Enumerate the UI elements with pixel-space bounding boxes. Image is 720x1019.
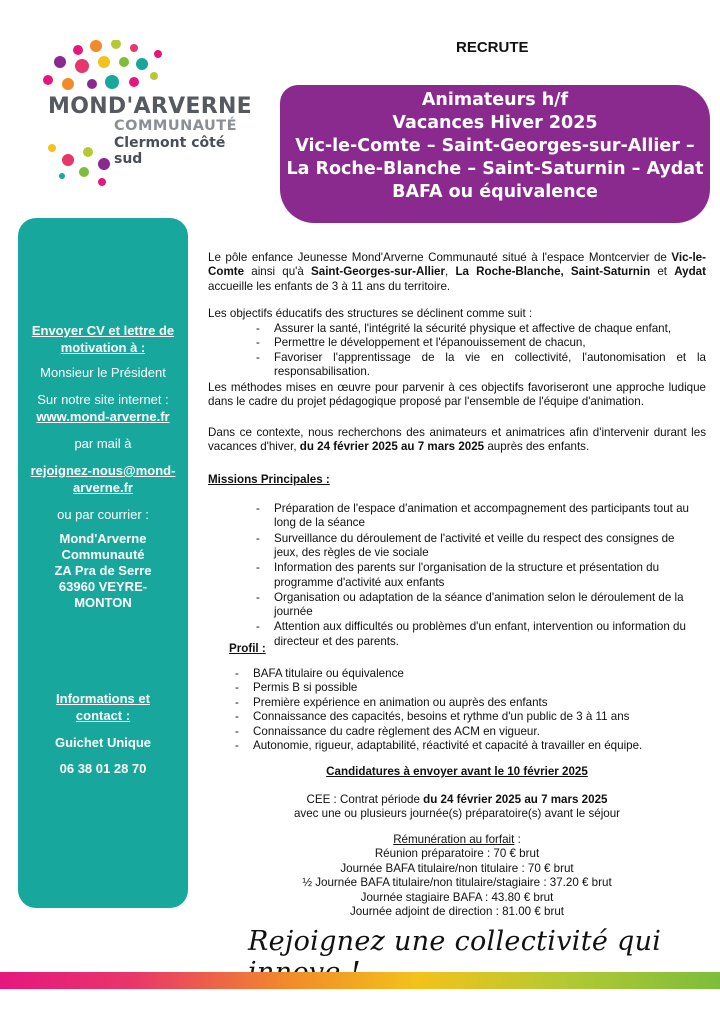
list-item: - Organisation ou adaptation de la séance d'animation selon le déroulement de la journée xyxy=(274,591,694,620)
pay-line: Journée adjoint de direction : 81.00 € brut xyxy=(350,905,564,919)
slogan: Rejoignez une collectivité qui xyxy=(248,926,662,957)
town-name: Vic-le-Comte xyxy=(208,251,706,279)
text-span: accueille les enfants de 3 à 11 ans du territoire. xyxy=(208,279,451,293)
text-span: et xyxy=(650,265,675,279)
list-item: - BAFA titulaire ou équivalence xyxy=(253,667,705,681)
list-item: - Permis B si possible xyxy=(253,681,705,695)
list-item: - Favoriser l'apprentissage de la vie en collectivité, l'autonomisation et la responsabilisation. xyxy=(274,351,706,380)
address-line: Communauté xyxy=(61,547,145,562)
text-span: : xyxy=(514,833,521,846)
banner-line: La Roche-Blanche – Saint-Saturnin – Aydat xyxy=(286,159,704,179)
text-span: , xyxy=(445,265,456,279)
logo xyxy=(38,40,258,190)
list-item: - Connaissance du cadre règlement des ACM en vigueur. xyxy=(253,725,705,739)
remuneration-block xyxy=(208,833,706,919)
objectives-intro: Les objectifs éducatifs des structures se déclinent comme suit : xyxy=(208,307,533,320)
list-item: - Assurer la santé, l'intégrité la sécurité physique et affective de chaque enfant, xyxy=(274,322,706,336)
remuneration-title-text: Rémunération au forfait xyxy=(393,833,515,846)
list-item: - Connaissance des capacités, besoins et rythme d'un public de 3 à 11 ans xyxy=(253,710,705,724)
job-title-banner xyxy=(280,85,710,223)
date-range: du 24 février 2025 au 7 mars 2025 xyxy=(423,793,608,806)
logo-communaute: COMMUNAUTÉ xyxy=(114,118,238,134)
send-cv-title: Envoyer CV et lettre de motivation à : xyxy=(31,323,175,355)
phone-number: 06 38 01 28 70 xyxy=(59,761,147,776)
banner-line: Vacances Hiver 2025 xyxy=(392,113,598,133)
town-name: Aydat xyxy=(674,265,706,279)
text-span: Dans ce contexte, nous recherchons des animateurs et animatrices afin d'intervenir durant les vacances d'hiver, xyxy=(208,426,706,454)
list-item: - Attention aux difficultés ou problèmes d'un enfant, intervention ou information du directeur et des parents. xyxy=(274,620,694,649)
guichet-unique: Guichet Unique xyxy=(54,735,152,750)
banner-line: BAFA ou équivalence xyxy=(392,182,598,202)
recrute-heading: RECRUTE xyxy=(456,39,529,56)
list-item: - Surveillance du déroulement de l'activité et veille du respect des consignes de jeux, des règles de vie sociale xyxy=(274,532,694,561)
banner-line: Vic-le-Comte – Saint-Georges-sur-Allier – xyxy=(295,136,695,156)
pay-line: Journée stagiaire BAFA : 43.80 € brut xyxy=(360,890,554,904)
recipient: Monsieur le Président xyxy=(40,365,166,380)
address-line: 63960 VEYRE- xyxy=(58,579,148,594)
town-name: Saint-Georges-sur-Allier xyxy=(311,265,446,279)
contract-prep-days: avec une ou plusieurs journée(s) préparatoire(s) avant le séjour xyxy=(293,807,621,821)
email-link[interactable]: rejoignez-nous@mond-arverne.fr xyxy=(30,463,176,495)
text-span: auprès des enfants. xyxy=(484,440,590,454)
text-span: ainsi qu'à xyxy=(244,265,312,279)
mail-label: par mail à xyxy=(74,436,132,451)
pay-line: ½ Journée BAFA titulaire/non titulaire/stagiaire : 37.20 € brut xyxy=(302,876,612,890)
objectives-list xyxy=(274,322,706,380)
logo-name: MOND'ARVERNE xyxy=(48,94,253,119)
remuneration-title xyxy=(208,833,706,847)
application-deadline: Candidatures à envoyer avant le 10 février 2025 xyxy=(326,765,588,778)
post-label: ou par courrier : xyxy=(57,507,149,522)
missions-list xyxy=(274,502,694,650)
contact-sidebar xyxy=(18,218,188,908)
info-contact-title: Informations et contact : xyxy=(56,691,150,723)
site-label: Sur notre site internet : xyxy=(37,392,169,407)
banner-line: Animateurs h/f xyxy=(421,90,569,110)
intro-paragraph xyxy=(208,251,706,294)
methods-paragraph: Les méthodes mises en œuvre pour parvenir à ces objectifs favoriseront une approche ludique dans le cadre du projet pédagogique proposé par l'ensemble de l'équipe d'animation. xyxy=(208,381,706,409)
list-item: - Préparation de l'espace d'animation et accompagnement des participants tout au long de la séance xyxy=(274,502,694,531)
profil-heading: Profil : xyxy=(229,642,266,655)
address-line: MONTON xyxy=(74,595,132,610)
list-item: - Première expérience en animation ou auprès des enfants xyxy=(253,696,705,710)
address-line: Mond'Arverne xyxy=(59,531,147,546)
profil-list xyxy=(253,667,705,753)
missions-heading: Missions Principales : xyxy=(208,473,330,486)
list-item: - Information des parents sur l'organisation de la structure et présentation du programme d'activité aux enfants xyxy=(274,561,694,590)
address-line: ZA Pra de Serre xyxy=(54,563,152,578)
text-span: CEE : Contrat période xyxy=(306,793,424,806)
logo-tagline: Clermont côté sud xyxy=(114,135,226,167)
list-item: - Permettre le développement et l'épanouissement de chacun, xyxy=(274,336,706,350)
contract-info xyxy=(208,793,706,822)
contract-period xyxy=(208,793,706,807)
list-item: - Autonomie, rigueur, adaptabilité, réactivité et capacité à travailler en équipe. xyxy=(253,739,705,753)
pay-line: Réunion préparatoire : 70 € brut xyxy=(374,847,540,861)
website-link[interactable]: www.mond-arverne.fr xyxy=(36,409,170,424)
date-range: du 24 février 2025 au 7 mars 2025 xyxy=(299,440,485,454)
context-paragraph xyxy=(208,426,706,455)
pay-line: Journée BAFA titulaire/non titulaire : 70 € brut xyxy=(340,861,574,875)
color-band xyxy=(0,972,720,989)
text-span: Le pôle enfance Jeunesse Mond'Arverne Communauté situé à l'espace Montcervier de xyxy=(208,251,672,264)
town-name: La Roche-Blanche, Saint-Saturnin xyxy=(455,265,651,279)
